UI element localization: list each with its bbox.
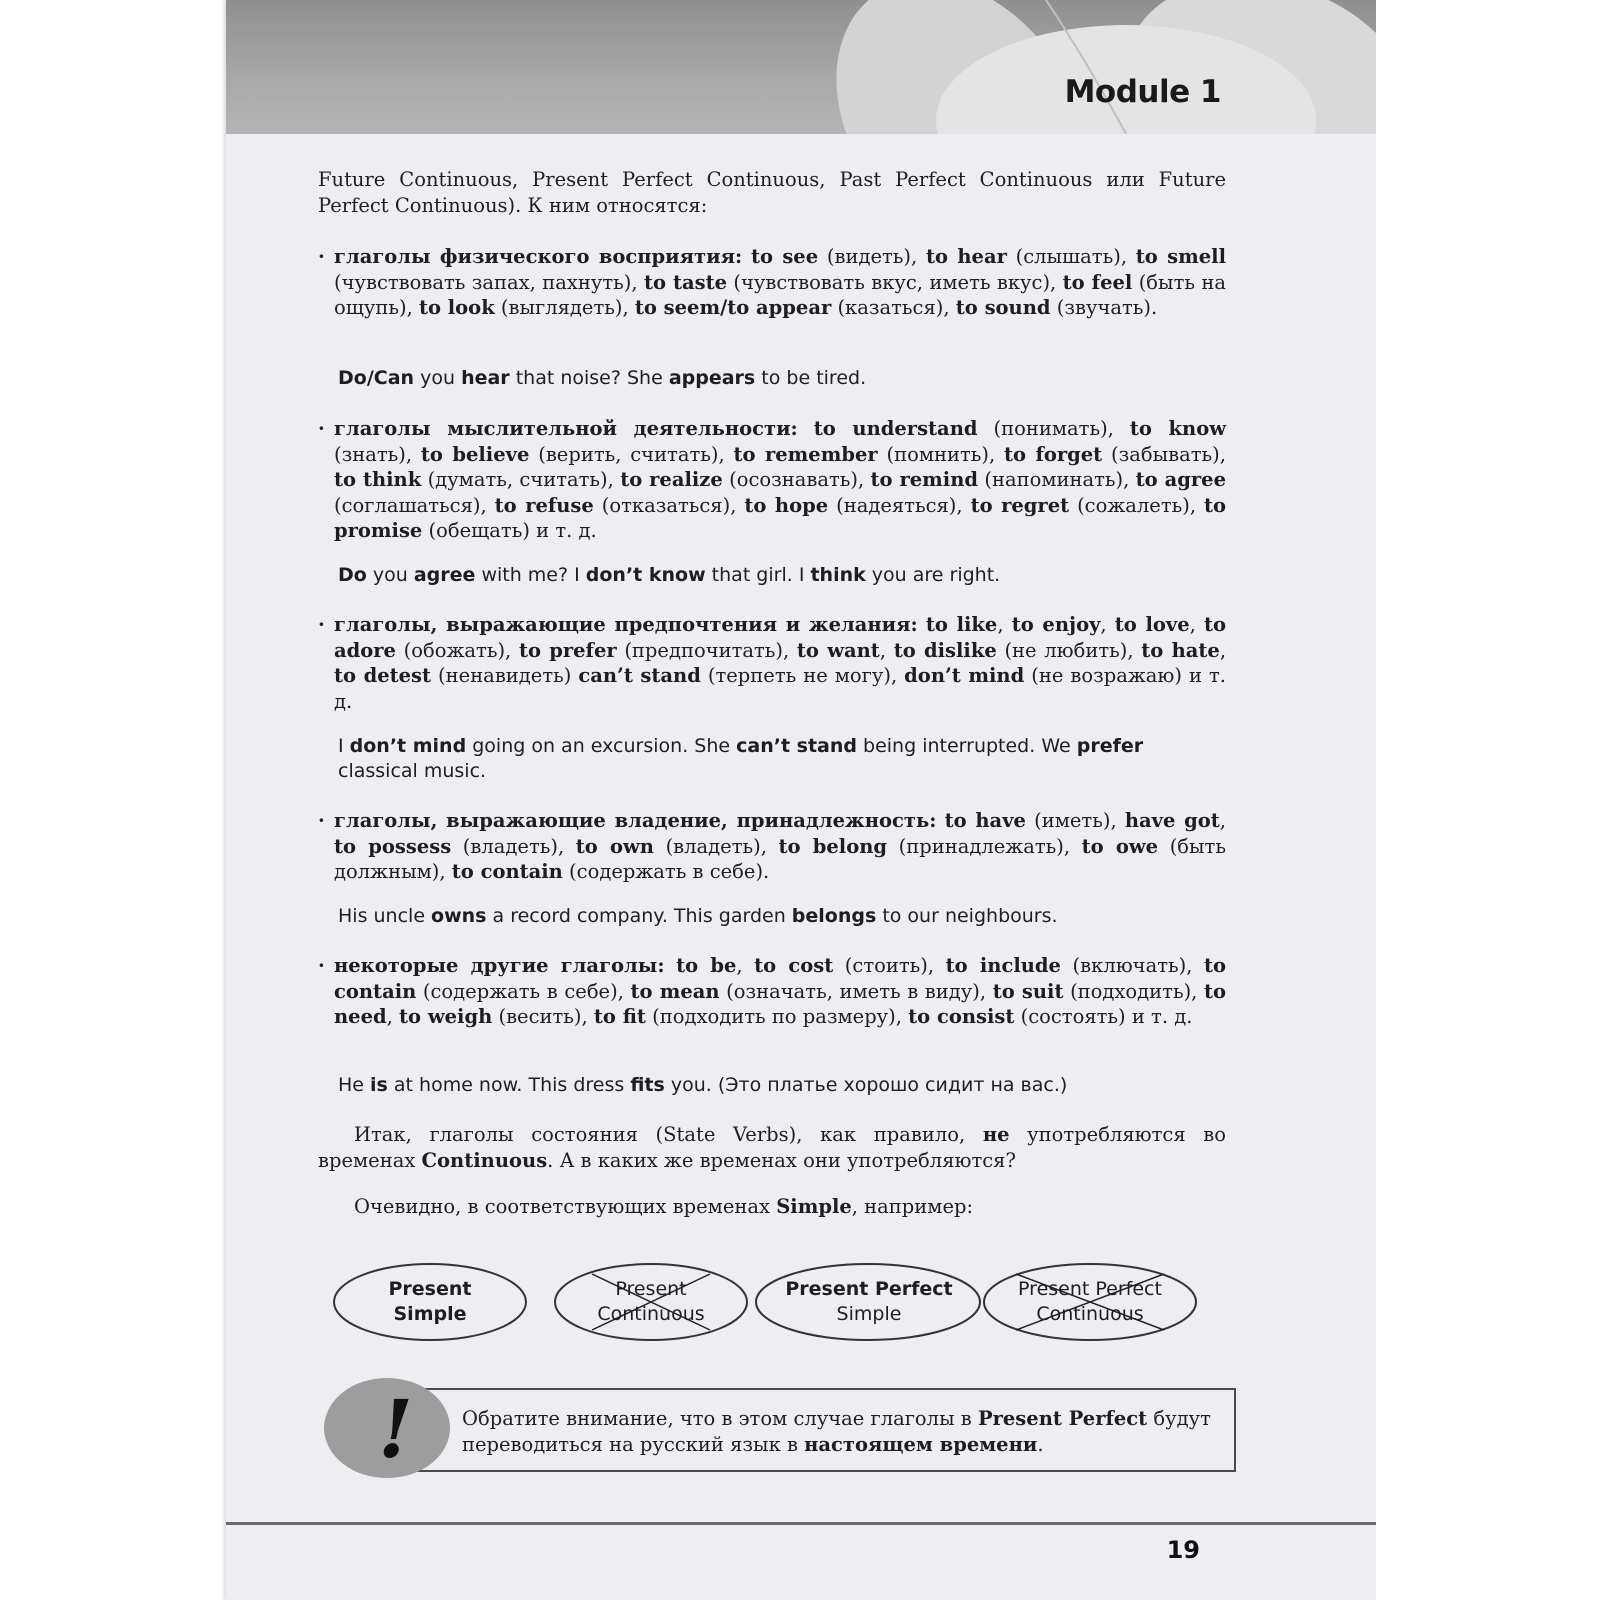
text-run: to be tired. (755, 367, 867, 389)
bold-term: Do/Can (338, 367, 415, 389)
bold-term: to fit (593, 1005, 646, 1029)
text-run: (включать), (1060, 954, 1204, 977)
text-run: (быть должным), (334, 834, 1226, 884)
text-run: you (366, 564, 414, 586)
text-run: , (736, 954, 755, 977)
bold-term: to hate (1141, 638, 1220, 662)
example-sentence (338, 563, 1228, 588)
bold-term: to know (1129, 417, 1226, 440)
bold-term: to refuse (494, 493, 594, 517)
bold-term: to realize (620, 468, 723, 492)
bold-term: to have (944, 809, 1026, 832)
tense-line: Simple (836, 1303, 902, 1325)
text-run: (выглядеть), (494, 296, 635, 320)
text-run: (принадлежать), (887, 834, 1082, 858)
bold-term: настоящем времени (804, 1433, 1038, 1456)
verb-group-possession (318, 808, 1226, 885)
bold-term: Simple (776, 1195, 852, 1218)
text-run: (предпочитать), (616, 638, 797, 662)
text-run: (забывать), (1102, 442, 1226, 466)
bold-term: to consist (908, 1005, 1015, 1029)
text-run: (знать), (334, 442, 421, 466)
text-run: (весить), (492, 1005, 594, 1029)
bold-term: to detest (334, 664, 432, 688)
bold-term: can’t stand (578, 664, 701, 688)
text-run: , (997, 613, 1012, 636)
bold-term: appears (668, 367, 756, 389)
text-run: (не любить), (996, 638, 1142, 662)
bold-term: to forget (1004, 442, 1103, 466)
text-run: (чувствовать запах, пахнуть), (334, 270, 644, 294)
bold-term: to mean (630, 979, 720, 1003)
bold-term: to possess (334, 834, 452, 858)
text-run: (надеяться), (828, 493, 971, 517)
example-sentence (338, 734, 1228, 784)
text-run: (не возражаю) и т. д. (334, 664, 1226, 713)
bold-term: fits (630, 1074, 665, 1096)
text-run: (помнить), (877, 442, 1005, 466)
bold-term: не (982, 1123, 1010, 1146)
bold-term: to look (418, 296, 495, 320)
text-run: , (1189, 613, 1204, 636)
bold-term: don’t mind (349, 735, 467, 757)
bold-term: to think (334, 468, 422, 492)
bold-term: to seem/to appear (634, 296, 832, 320)
bold-term: to want (796, 638, 880, 662)
text-run: (ненавидеть) (431, 664, 579, 688)
bold-term: agree (413, 564, 476, 586)
text-run: (содержать в себе), (416, 979, 631, 1003)
bullet-marker: · (318, 417, 325, 440)
page-number: 19 (1166, 1536, 1200, 1564)
text-run: , (386, 1005, 400, 1029)
tense-label-present-perfect-simple (764, 1277, 974, 1327)
text-run: He (338, 1074, 371, 1096)
text-run: (подходить), (1063, 979, 1204, 1003)
tense-line: Simple (393, 1303, 467, 1325)
text-run: (осознавать), (722, 468, 871, 492)
conclusion-paragraph (318, 1122, 1226, 1173)
tense-line: Present (388, 1278, 472, 1300)
bold-term: to be (676, 954, 737, 977)
bold-term: to contain (451, 860, 563, 884)
bullet-marker: · (318, 245, 325, 268)
bold-term: to owe (1081, 834, 1159, 858)
verb-group-preferences (318, 612, 1226, 714)
bold-term: глаголы физического восприятия: (334, 245, 743, 268)
bold-term: think (810, 564, 866, 586)
text-run: (видеть), (818, 245, 926, 268)
tense-line: Present Perfect (785, 1278, 953, 1300)
verb-group-text (318, 244, 1226, 321)
text-run: (чувствовать вкус, иметь вкус), (727, 270, 1063, 294)
bullet-marker: · (318, 613, 325, 636)
bold-term: to feel (1062, 270, 1133, 294)
text-run (742, 245, 751, 268)
text-run (665, 954, 677, 977)
verb-group-text (318, 808, 1226, 885)
exclamation-icon: ! (378, 1382, 414, 1476)
text-run: (состоять) и т. д. (1014, 1005, 1193, 1029)
flower-petal-decoration (226, 0, 1376, 134)
text-run: being interrupted. We (856, 735, 1077, 757)
text-run: you are right. (865, 564, 1001, 586)
text-run: with me? I (475, 564, 586, 586)
footer-divider (226, 1522, 1376, 1525)
text-run: будут переводиться на русский язык в (462, 1407, 1211, 1456)
text-run: , например: (851, 1195, 974, 1218)
text-run: (владеть), (653, 834, 779, 858)
text-run: (слышать), (1006, 245, 1136, 268)
bold-term: to include (945, 954, 1061, 977)
text-run: (быть на ощупь), (334, 270, 1226, 320)
tense-label-present-perfect-continuous (990, 1277, 1190, 1327)
bold-term: to remind (870, 468, 979, 492)
text-run: to our neighbours. (876, 905, 1058, 927)
bold-term: Do (338, 564, 367, 586)
text-run: (сожалеть), (1069, 493, 1204, 517)
text-run: that noise? She (509, 367, 669, 389)
text-run: , (1219, 638, 1227, 662)
text-run: classical music. (338, 760, 487, 782)
bold-term: to regret (970, 493, 1070, 517)
text-run: (стоить), (833, 954, 946, 977)
bold-term: to hear (926, 245, 1007, 268)
bold-term: to smell (1135, 245, 1226, 268)
bold-term: глаголы, выражающие владение, принадлежность: (334, 809, 937, 832)
bold-term: to see (750, 245, 819, 268)
bold-term: to cost (754, 954, 834, 977)
text-run: (терпеть не могу), (700, 664, 905, 688)
textbook-page (226, 0, 1376, 1600)
bold-term: to adore (334, 613, 1226, 662)
text-run: (понимать), (977, 417, 1130, 440)
verb-group-mental (318, 416, 1226, 544)
bold-term: to like (925, 613, 998, 636)
text-run: (обещать) и т. д. (422, 519, 597, 543)
verb-group-text (318, 612, 1226, 714)
text-run: I (338, 735, 350, 757)
text-run: , (879, 638, 894, 662)
bold-term: don’t mind (904, 664, 1025, 688)
bold-term: have got (1124, 809, 1220, 832)
bold-term: to taste (643, 270, 728, 294)
text-run: (думать, считать), (421, 468, 621, 492)
text-run: Обратите внимание, что в этом случае глаголы в (462, 1407, 978, 1430)
text-run: употребляются во временах (318, 1123, 1226, 1172)
text-run: . (1037, 1433, 1044, 1456)
bold-term: to weigh (399, 1005, 493, 1029)
bold-term: глаголы, выражающие предпочтения и желания: (334, 613, 918, 636)
bullet-marker: · (318, 954, 325, 977)
bold-term: can’t stand (736, 735, 857, 757)
example-sentence (338, 1073, 1228, 1098)
text-run: (казаться), (831, 296, 956, 320)
simple-tense-paragraph (318, 1194, 1226, 1220)
bold-term: глаголы мыслительной деятельности: (334, 417, 798, 440)
text-run (918, 613, 926, 636)
bold-term: to hope (744, 493, 829, 517)
text-run: going on an excursion. She (466, 735, 737, 757)
verb-group-other (318, 953, 1226, 1030)
text-run: (иметь), (1025, 809, 1125, 832)
bold-term: to enjoy (1011, 613, 1101, 636)
text-run: (владеть), (451, 834, 576, 858)
tense-label-present-continuous (551, 1277, 751, 1327)
bold-term: to sound (955, 296, 1051, 320)
tense-label-present-simple (330, 1277, 530, 1327)
text-run: His uncle (338, 905, 432, 927)
bold-term: owns (431, 905, 487, 927)
bold-term: to contain (334, 954, 1227, 1003)
example-sentence (338, 366, 1228, 391)
bold-term: to believe (420, 442, 530, 466)
tense-line: Continuous (1036, 1303, 1144, 1325)
text-run: (соглашаться), (334, 493, 495, 517)
text-run: a record company. This garden (486, 905, 792, 927)
verb-group-perception (318, 244, 1226, 321)
bold-term: Present Perfect (977, 1407, 1148, 1430)
bold-term: to love (1114, 613, 1190, 636)
example-sentence (338, 904, 1228, 929)
module-header-band (226, 0, 1376, 134)
text-run: (напоминать), (978, 468, 1136, 492)
bold-term: to remember (733, 442, 878, 466)
bold-term: is (370, 1074, 388, 1096)
intro-paragraph: Future Continuous, Present Perfect Continuous, Past Perfect Continuous или Future Perfect Continuous). К ним относятся: (318, 168, 1226, 217)
bold-term: to need (334, 979, 1226, 1029)
tense-line: Continuous (597, 1303, 705, 1325)
text-run: (звучать). (1050, 296, 1158, 320)
bold-term: to own (575, 834, 654, 858)
text-run: you (414, 367, 462, 389)
bold-term: to dislike (893, 638, 997, 662)
text-run: at home now. This dress (387, 1074, 631, 1096)
text-run: (верить, считать), (529, 442, 734, 466)
verb-group-text (318, 953, 1226, 1030)
bold-term: to understand (813, 417, 978, 440)
text-run: you. (Это платье хорошо сидит на вас.) (664, 1074, 1068, 1096)
tense-line: Present (615, 1278, 687, 1300)
bold-term: don’t know (585, 564, 706, 586)
attention-note-text (462, 1406, 1232, 1458)
text-run (936, 809, 944, 832)
bold-term: некоторые другие глаголы: (334, 954, 665, 977)
module-title: Module 1 (1064, 74, 1221, 110)
bold-term: hear (461, 367, 510, 389)
verb-group-text (318, 416, 1226, 544)
bold-term: to prefer (518, 638, 617, 662)
bold-term: to suit (992, 979, 1064, 1003)
text-run: , (1100, 613, 1115, 636)
text-run: (содержать в себе). (562, 860, 770, 884)
text-run (798, 417, 814, 440)
bold-term: to belong (778, 834, 888, 858)
bold-term: to agree (1135, 468, 1226, 492)
text-run: Итак, глаголы состояния (State Verbs), как правило, (354, 1123, 983, 1146)
bold-term: Continuous (421, 1148, 548, 1172)
tense-line: Present Perfect (1018, 1278, 1162, 1300)
text-run: , (1219, 809, 1226, 832)
text-run: Очевидно, в соответствующих временах (354, 1195, 777, 1218)
bold-term: prefer (1076, 735, 1144, 757)
text-run: . А в каких же временах они употребляются? (547, 1148, 1016, 1172)
bullet-marker: · (318, 809, 325, 832)
text-run: that girl. I (705, 564, 811, 586)
text-run: (отказаться), (593, 493, 745, 517)
text-run: (означать, иметь в виду), (719, 979, 993, 1003)
text-run: (подходить по размеру), (645, 1005, 909, 1029)
bold-term: belongs (791, 905, 877, 927)
text-run: (обожать), (395, 638, 519, 662)
bold-term: to promise (334, 493, 1227, 543)
